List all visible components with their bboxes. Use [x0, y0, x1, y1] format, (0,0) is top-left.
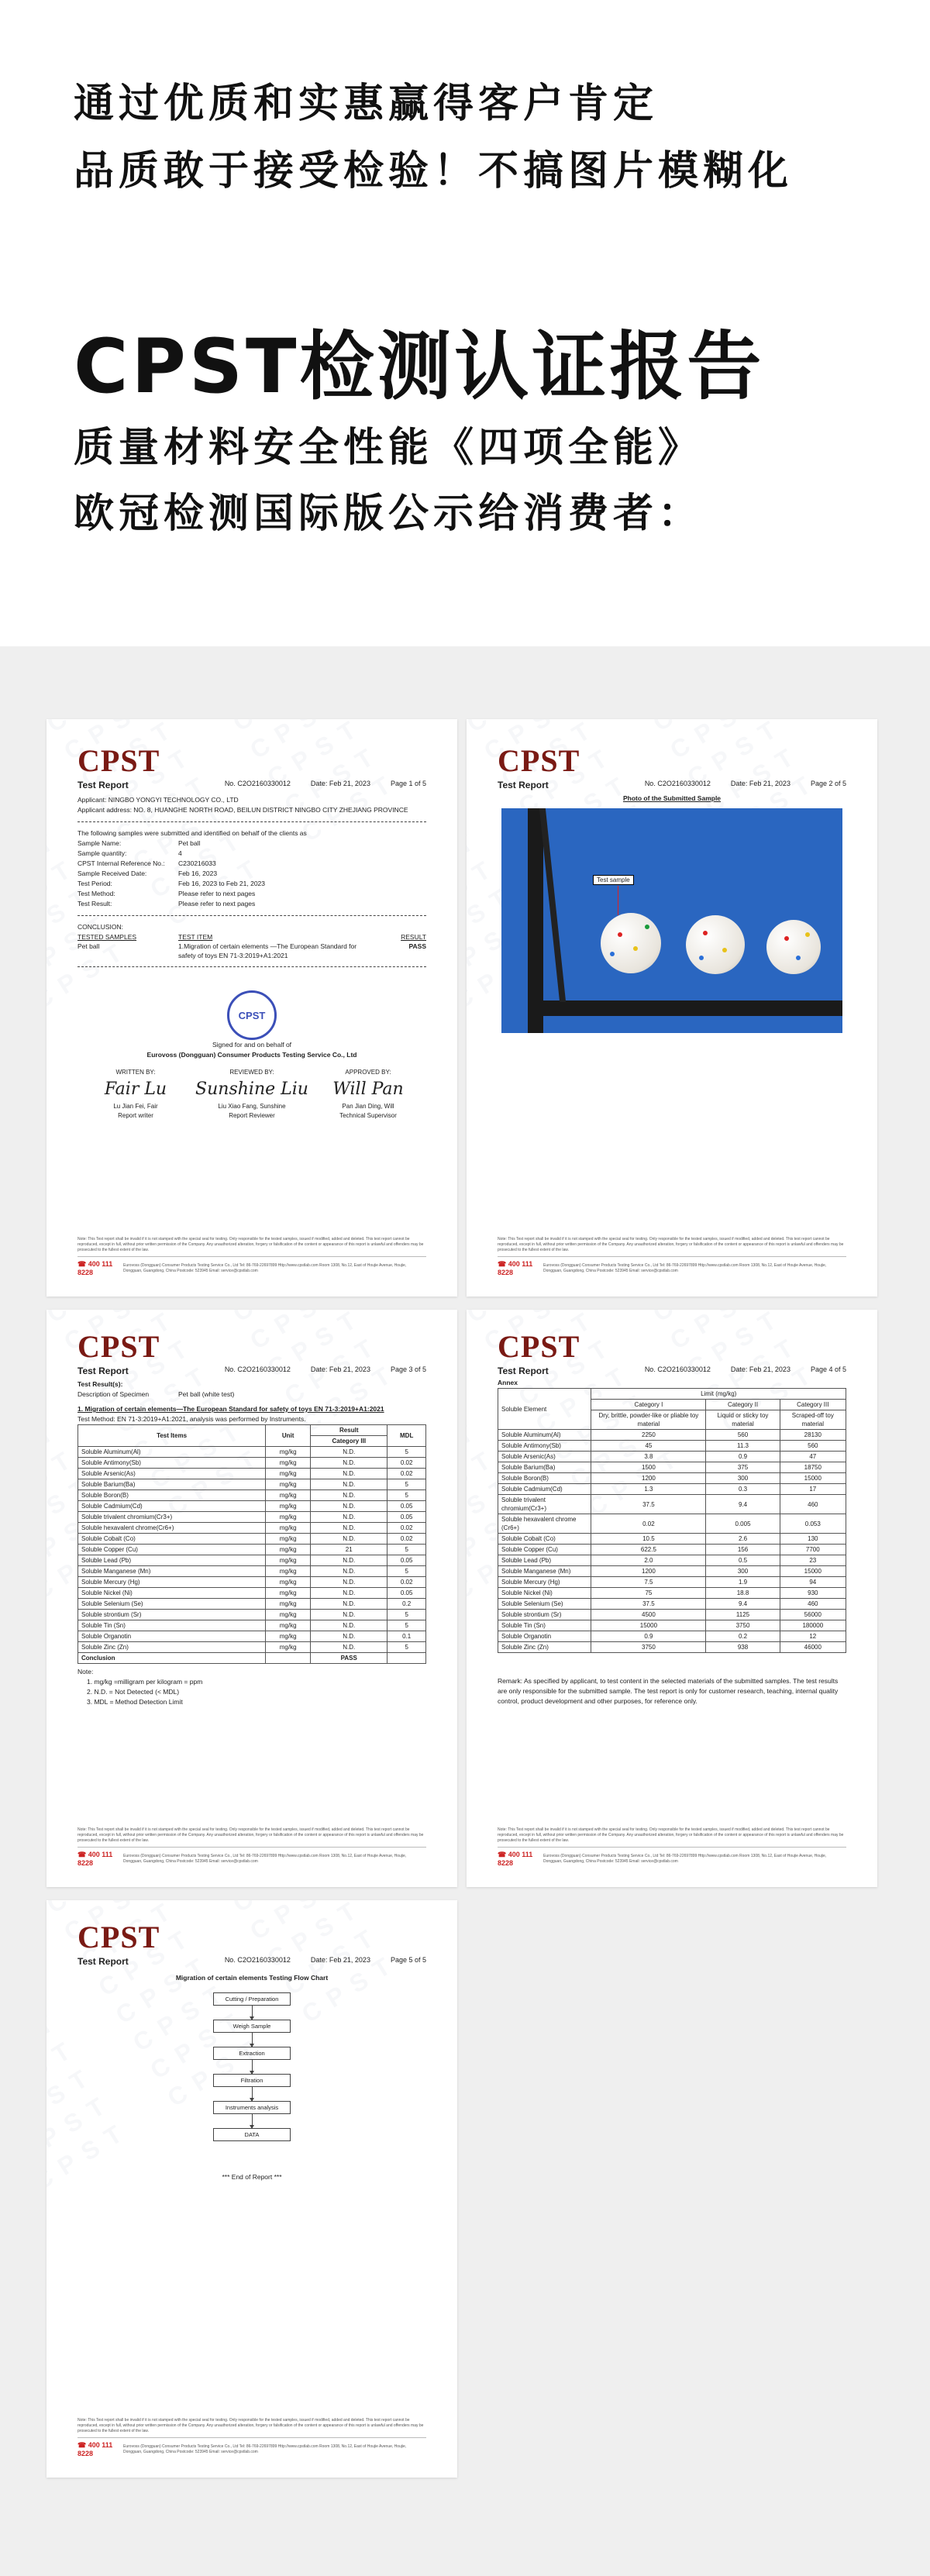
sample-photo: [501, 808, 842, 1033]
table-row: Soluble Boron(B) mg/kg N.D. 5: [78, 1490, 426, 1501]
report-page-1: CPST Test Report No. C2O2160330012 Date: Feb 21, 2023 Page 1 of 5 Applicant: NINGBO YONGYI TECHNOLOGY CO., LTD Applicant address: NO. 8, HUANGHE NORTH ROAD, BEILUN DISTRICT NINGBO CITY ZHEJIANG PROVINCE The following samples were submitted and identified on behalf of the clients as Sample Name: Pet ball Sample quantity: 4 CPST Internal Reference No.: C230216033 Sample Received Date: Feb 16, 2023 Test Period: Feb 16, 2023 to Feb 21, 2023 Test Method: Please refer to next pages Test Result: Please refer to next pages CONCLUSION: TESTED SAMPLES TEST ITEM RESULT Pet ball 1.Migration of certain elements —The European Standard for safety of toys EN 71-3:2019+A1:2021 PASS CPST Signed for and on behalf of Eurovoss (Dongguan) Consumer Products Testing Service Co., Ltd WRITTEN BY: REVIEWED BY: APPROVED BY: Fair Lu Sunshine Liu Will Pan Lu Jian Fei, Fair Liu Xiao Fang, Sunshine Pan Jian Ding, Will Report writer Report Reviewer Technical Supervisor Note: This Test report shall be invalid if it is not stamped with the special seal for testing. Only responsible for the tested samples, issued if modified, added and deleted. This test report cannot be reproduced, except in full, without prior written permission of the Company. Any unauthorized alteration, forgery or falsification of the content or appearance of this report is unlawful and offenders may be prosecuted to the fullest extent of the law. ☎ 400 111 8228 Eurovoss (Dongguan) Consumer Products Testing Service Co., Ltd Tel: 86-769-22697899 Http://www.cpstlab.com Room 1308, No.12, East of Houjie Avenue, Houjie, Dongguan, Guangdong, China Postcode: 523945 Email: service@cpstlab.com: [46, 719, 457, 1297]
table-row: Soluble Nickel (Ni) mg/kg N.D. 0.05: [78, 1588, 426, 1599]
table-row: Soluble Organotin mg/kg N.D. 0.1: [78, 1631, 426, 1642]
table-row: Soluble Boron(B) 1200 300 15000: [498, 1473, 846, 1484]
remark: Remark: As specified by applicant, to test content in the selected materials of the submitted samples. The test results are only responsible for the submitted sample. The test report is only for customer research, teaching, internal quality control, product development and other purposes, for reference only.: [498, 1677, 839, 1705]
report-page-2: CPST Test Report No. C2O2160330012 Date: Feb 21, 2023 Page 2 of 5 Photo of the Submitted Sample Test sample Note: This Test report shall be invalid if it is not stamped with the special seal for testing. Only responsible for the tested samples, issued if modified, added and deleted. This test report cannot be reproduced, except in full, without prior written permission of the Company. Any unauthorized alteration, forgery or falsification of the content or appearance of this report is unlawful and offenders may be prosecuted to the fullest extent of the law. ☎ 400 111 8228 Eurovoss (Dongguan) Consumer Products Testing Service Co., Ltd Tel: 86-769-22697899 Http://www.cpstlab.com Room 1308, No.12, East of Houjie Avenue, Houjie, Dongguan, Guangdong, China Postcode: 523945 Email: service@cpstlab.com: [467, 719, 877, 1297]
section-title: 1. Migration of certain elements—The European Standard for safety of toys EN 71-3:2019+A1:2021: [78, 1405, 384, 1413]
table-row: Soluble hexavalent chrome (Cr6+) 0.02 0.005 0.053: [498, 1514, 846, 1534]
company-name: Eurovoss (Dongguan) Consumer Products Testing Service Co., Ltd: [146, 1051, 357, 1059]
table-row: Soluble Copper (Cu) 622.5 156 7700: [498, 1545, 846, 1555]
photo-title: Photo of the Submitted Sample: [622, 794, 722, 802]
table-row: Soluble Organotin 0.9 0.2 12: [498, 1631, 846, 1642]
table-row: Soluble strontium (Sr) 4500 1125 56000: [498, 1610, 846, 1620]
table-row: Soluble Manganese (Mn) mg/kg N.D. 5: [78, 1566, 426, 1577]
table-row: Soluble hexavalent chrome(Cr6+) mg/kg N.D. 0.02: [78, 1523, 426, 1534]
table-row: Soluble Cobalt (Co) mg/kg N.D. 0.02: [78, 1534, 426, 1545]
signature-approver: Will Pan: [332, 1080, 404, 1099]
hero-line-2: 品质敢于接受检验！不搞图片模糊化: [74, 148, 794, 195]
test-sample-tag: Test sample: [593, 875, 634, 885]
flow-step: Cutting / Preparation: [213, 1992, 291, 2006]
conclusion-table: TESTED SAMPLES TEST ITEM RESULT Pet ball 1.Migration of certain elements —The European Standard for safety of toys EN 71-3:2019+A1:2021 PASS: [78, 933, 426, 959]
flow-title: Migration of certain elements Testing Flow Chart: [175, 1974, 329, 1982]
report-number: No. C2O2160330012: [224, 780, 291, 787]
cpst-logo: CPST: [78, 743, 160, 778]
hero-line-4: 质量材料安全性能《四项全能》: [74, 425, 704, 471]
table-row: Soluble Manganese (Mn) 1200 300 15000: [498, 1566, 846, 1577]
table-row: Soluble Tin (Sn) 15000 3750 180000: [498, 1620, 846, 1631]
table-row: Soluble trivalent chromium(Cr3+) mg/kg N.D. 0.05: [78, 1512, 426, 1523]
table-row: Soluble Lead (Pb) mg/kg N.D. 0.05: [78, 1555, 426, 1566]
table-row: Soluble Aluminum(Al) mg/kg N.D. 5: [78, 1447, 426, 1458]
limits-table: Soluble Element Limit (mg/kg) Category I Category II Category III Dry, brittle, powder-like or pliable toy material Liquid or sticky toy material Scraped-off toy material Soluble Aluminum(Al) 2250 560 28130 Soluble Antimony(Sb) 45 11.3 560 Soluble Arsenic(As) 3.8 0.9 47 Soluble Barium(Ba) 1500 375 18750 Soluble Boron(B) 1200 300 15000 Soluble Cadmium(Cd) 1.3 0.3 17 Soluble trivalent chromium(Cr3+) 37.5 9.4 460 Soluble hexavalent chrome (Cr6+) 0.02 0.005 0.053 Soluble Cobalt (Co) 10.5 2.6 130 Soluble Copper (Cu) 622.5 156 7700 Soluble Lead (Pb) 2.0 0.5 23 Soluble Manganese (Mn) 1200 300 15000 Soluble Mercury (Hg) 7.5 1.9 94 Soluble Nickel (Ni) 75 18.8 930 Soluble Selenium (Se) 37.5 9.4 460 Soluble strontium (Sr) 4500 1125 56000 Soluble Tin (Sn) 15000 3750 180000 Soluble Organotin 0.9 0.2 12 Soluble Zinc (Zn) 3750 938 46000: [498, 1388, 846, 1653]
table-row: Soluble trivalent chromium(Cr3+) 37.5 9.4 460: [498, 1495, 846, 1514]
table-row: Soluble Cobalt (Co) 10.5 2.6 130: [498, 1534, 846, 1545]
end-of-report: *** End of Report ***: [222, 2173, 282, 2181]
table-row: Soluble strontium (Sr) mg/kg N.D. 5: [78, 1610, 426, 1620]
annex-label: Annex: [498, 1379, 518, 1386]
table-row: Soluble Antimony(Sb) 45 11.3 560: [498, 1441, 846, 1452]
report-date: Date: Feb 21, 2023: [310, 780, 370, 787]
table-row: Soluble Nickel (Ni) 75 18.8 930: [498, 1588, 846, 1599]
flow-step: Filtration: [213, 2074, 291, 2087]
page-number: Page 1 of 5: [390, 780, 426, 787]
report-page-5: CPST Test Report No. C2O2160330012 Date: Feb 21, 2023 Page 5 of 5 Migration of certain elements Testing Flow Chart Cutting / Preparation Weigh Sample Extraction Filtration Instruments analysis DATA *** End of Report *** Note: This Test report shall be invalid if it is not stamped with the special seal for testing. Only responsible for the tested samples, issued if modified, added and deleted. This test report cannot be reproduced, except in full, without prior written permission of the Company. Any unauthorized alteration, forgery or falsification of the content or appearance of this report is unlawful and offenders may be prosecuted to the fullest extent of the law. ☎ 400 111 8228 Eurovoss (Dongguan) Consumer Products Testing Service Co., Ltd Tel: 86-769-22697899 Http://www.cpstlab.com Room 1308, No.12, East of Houjie Avenue, Houjie, Dongguan, Guangdong, China Postcode: 523945 Email: service@cpstlab.com: [46, 1900, 457, 2478]
signature-reviewer: Sunshine Liu: [195, 1080, 308, 1099]
flow-step: Extraction: [213, 2047, 291, 2060]
table-row: Soluble Barium(Ba) mg/kg N.D. 5: [78, 1479, 426, 1490]
table-row: Soluble Lead (Pb) 2.0 0.5 23: [498, 1555, 846, 1566]
table-row: Soluble Aluminum(Al) 2250 560 28130: [498, 1430, 846, 1441]
sample-fields: Sample Name: Pet ball Sample quantity: 4 CPST Internal Reference No.: C230216033 Sample Received Date: Feb 16, 2023 Test Period: Feb 16, 2023 to Feb 21, 2023 Test Method: Please refer to next pages Test Result: Please refer to next pages: [78, 839, 266, 907]
table-row: Soluble Selenium (Se) 37.5 9.4 460: [498, 1599, 846, 1610]
signature-writer: Fair Lu: [104, 1080, 167, 1099]
table-row: Soluble Copper (Cu) mg/kg 21 5: [78, 1545, 426, 1555]
applicant-address: Applicant address: NO. 8, HUANGHE NORTH ROAD, BEILUN DISTRICT NINGBO CITY ZHEJIANG PROVINCE: [78, 806, 408, 814]
table-row: Soluble Antimony(Sb) mg/kg N.D. 0.02: [78, 1458, 426, 1469]
intro-text: The following samples were submitted and identified on behalf of the clients as: [78, 829, 307, 837]
table-row: Soluble Selenium (Se) mg/kg N.D. 0.2: [78, 1599, 426, 1610]
table-row: Soluble Mercury (Hg) mg/kg N.D. 0.02: [78, 1577, 426, 1588]
table-row: Soluble Zinc (Zn) mg/kg N.D. 5: [78, 1642, 426, 1653]
table-row: Soluble Zinc (Zn) 3750 938 46000: [498, 1642, 846, 1653]
table-row: Soluble Cadmium(Cd) 1.3 0.3 17: [498, 1484, 846, 1495]
table-row: Soluble Tin (Sn) mg/kg N.D. 5: [78, 1620, 426, 1631]
results-table: Test Items Unit Result MDL Category III Soluble Aluminum(Al) mg/kg N.D. 5 Soluble Antimony(Sb) mg/kg N.D. 0.02 Soluble Arsenic(As) mg/kg N.D. 0.02 Soluble Barium(Ba) mg/kg N.D. 5 Soluble Boron(B) mg/kg N.D. 5 Soluble Cadmium(Cd) mg/kg N.D. 0.05 Soluble trivalent chromium(Cr3+) mg/kg N.D. 0.05 Soluble hexavalent chrome(Cr6+) mg/kg N.D. 0.02 Soluble Cobalt (Co) mg/kg N.D. 0.02 Soluble Copper (Cu) mg/kg 21 5 Soluble Lead (Pb) mg/kg N.D. 0.05 Soluble Manganese (Mn) mg/kg N.D. 5 Soluble Mercury (Hg) mg/kg N.D. 0.02 Soluble Nickel (Ni) mg/kg N.D. 0.05 Soluble Selenium (Se) mg/kg N.D. 0.2 Soluble strontium (Sr) mg/kg N.D. 5 Soluble Tin (Sn) mg/kg N.D. 5 Soluble Organotin mg/kg N.D. 0.1 Soluble Zinc (Zn) mg/kg N.D. 5 Conclusion PASS: [78, 1424, 426, 1664]
hero-line-1: 通过优质和实惠赢得客户肯定: [74, 81, 659, 127]
test-report-label: Test Report: [78, 780, 129, 790]
flow-step: DATA: [213, 2128, 291, 2141]
cpst-logo: CPST: [498, 743, 580, 778]
hero-section: [0, 0, 930, 646]
table-row: Soluble Arsenic(As) 3.8 0.9 47: [498, 1452, 846, 1462]
table-row: Soluble Cadmium(Cd) mg/kg N.D. 0.05: [78, 1501, 426, 1512]
conclusion-label: CONCLUSION:: [78, 923, 124, 931]
signed-on-behalf: Signed for and on behalf of: [212, 1041, 292, 1049]
report-page-4: CPST Test Report No. C2O2160330012 Date: Feb 21, 2023 Page 4 of 5 Annex Soluble Element Limit (mg/kg) Category I Category II Category III Dry, brittle, powder-like or pliable toy material Liquid or sticky toy material Scraped-off toy material Soluble Aluminum(Al) 2250 560 28130 Soluble Antimony(Sb) 45 11.3 560 Soluble Arsenic(As) 3.8 0.9 47 Soluble Barium(Ba) 1500 375 18750 Soluble Boron(B) 1200 300 15000 Soluble Cadmium(Cd) 1.3 0.3 17 Soluble trivalent chromium(Cr3+) 37.5 9.4 460 Soluble hexavalent chrome (Cr6+) 0.02 0.005 0.053 Soluble Cobalt (Co) 10.5 2.6 130 Soluble Copper (Cu) 622.5 156 7700 Soluble Lead (Pb) 2.0 0.5 23 Soluble Manganese (Mn) 1200 300 15000 Soluble Mercury (Hg) 7.5 1.9 94 Soluble Nickel (Ni) 75 18.8 930 Soluble Selenium (Se) 37.5 9.4 460 Soluble strontium (Sr) 4500 1125 56000 Soluble Tin (Sn) 15000 3750 180000 Soluble Organotin 0.9 0.2 12 Soluble Zinc (Zn) 3750 938 46000 Remark: As specified by applicant, to test content in the selected materials of the submitted samples. The test results are only responsible for the submitted sample. The test report is only for customer research, teaching, internal quality control, product development and other purposes, for reference only. Note: This Test report shall be invalid if it is not stamped with the special seal for testing. Only responsible for the tested samples, issued if modified, added and deleted. This test report cannot be reproduced, except in full, without prior written permission of the Company. Any unauthorized alteration, forgery or falsification of the content or appearance of this report is unlawful and offenders may be prosecuted to the fullest extent of the law. ☎ 400 111 8228 Eurovoss (Dongguan) Consumer Products Testing Service Co., Ltd Tel: 86-769-22697899 Http://www.cpstlab.com Room 1308, No.12, East of Houjie Avenue, Houjie, Dongguan, Guangdong, China Postcode: 523945 Email: service@cpstlab.com: [467, 1310, 877, 1887]
hero-line-5: 欧冠检测国际版公示给消费者：: [74, 491, 704, 537]
table-row: Soluble Barium(Ba) 1500 375 18750: [498, 1462, 846, 1473]
table-row: Soluble Mercury (Hg) 7.5 1.9 94: [498, 1577, 846, 1588]
table-row: Soluble Arsenic(As) mg/kg N.D. 0.02: [78, 1469, 426, 1479]
hero-title: CPST检测认证报告: [74, 323, 765, 410]
report-page-3: CPST Test Report No. C2O2160330012 Date: Feb 21, 2023 Page 3 of 5 Test Result(s): Description of Specimen Pet ball (white test) 1. Migration of certain elements—The European Standard for safety of toys EN 71-3:2019+A1:2021 Test Method: EN 71-3:2019+A1:2021, analysis was performed by Instruments. Test Items Unit Result MDL Category III Soluble Aluminum(Al) mg/kg N.D. 5 Soluble Antimony(Sb) mg/kg N.D. 0.02 Soluble Arsenic(As) mg/kg N.D. 0.02 Soluble Barium(Ba) mg/kg N.D. 5 Soluble Boron(B) mg/kg N.D. 5 Soluble Cadmium(Cd) mg/kg N.D. 0.05 Soluble trivalent chromium(Cr3+) mg/kg N.D. 0.05 Soluble hexavalent chrome(Cr6+) mg/kg N.D. 0.02 Soluble Cobalt (Co) mg/kg N.D. 0.02 Soluble Copper (Cu) mg/kg 21 5 Soluble Lead (Pb) mg/kg N.D. 0.05 Soluble Manganese (Mn) mg/kg N.D. 5 Soluble Mercury (Hg) mg/kg N.D. 0.02 Soluble Nickel (Ni) mg/kg N.D. 0.05 Soluble Selenium (Se) mg/kg N.D. 0.2 Soluble strontium (Sr) mg/kg N.D. 5 Soluble Tin (Sn) mg/kg N.D. 5 Soluble Organotin mg/kg N.D. 0.1 Soluble Zinc (Zn) mg/kg N.D. 5 Conclusion PASS Note: 1. mg/kg =milligram per kilogram = ppm 2. N.D. = Not Detected (< MDL) 3. MDL = Method Detection Limit Note: This Test report shall be invalid if it is not stamped with the special seal for testing. Only responsible for the tested samples, issued if modified, added and deleted. This test report cannot be reproduced, except in full, without prior written permission of the Company. Any unauthorized alteration, forgery or falsification of the content or appearance of this report is unlawful and offenders may be prosecuted to the fullest extent of the law. ☎ 400 111 8228 Eurovoss (Dongguan) Consumer Products Testing Service Co., Ltd Tel: 86-769-22697899 Http://www.cpstlab.com Room 1308, No.12, East of Houjie Avenue, Houjie, Dongguan, Guangdong, China Postcode: 523945 Email: service@cpstlab.com: [46, 1310, 457, 1887]
flow-chart: [78, 1992, 426, 2141]
flow-step: Weigh Sample: [213, 2020, 291, 2033]
flow-step: Instruments analysis: [213, 2101, 291, 2114]
applicant: Applicant: NINGBO YONGYI TECHNOLOGY CO., LTD: [78, 796, 239, 804]
cpst-stamp: CPST: [227, 990, 277, 1040]
signatures: WRITTEN BY: REVIEWED BY: APPROVED BY: Fair Lu Sunshine Liu Will Pan Lu Jian Fei, Fair Liu Xiao Fang, Sunshine Pan Jian Ding, Will Report writer Report Reviewer Technical Supervisor: [78, 1068, 426, 1121]
